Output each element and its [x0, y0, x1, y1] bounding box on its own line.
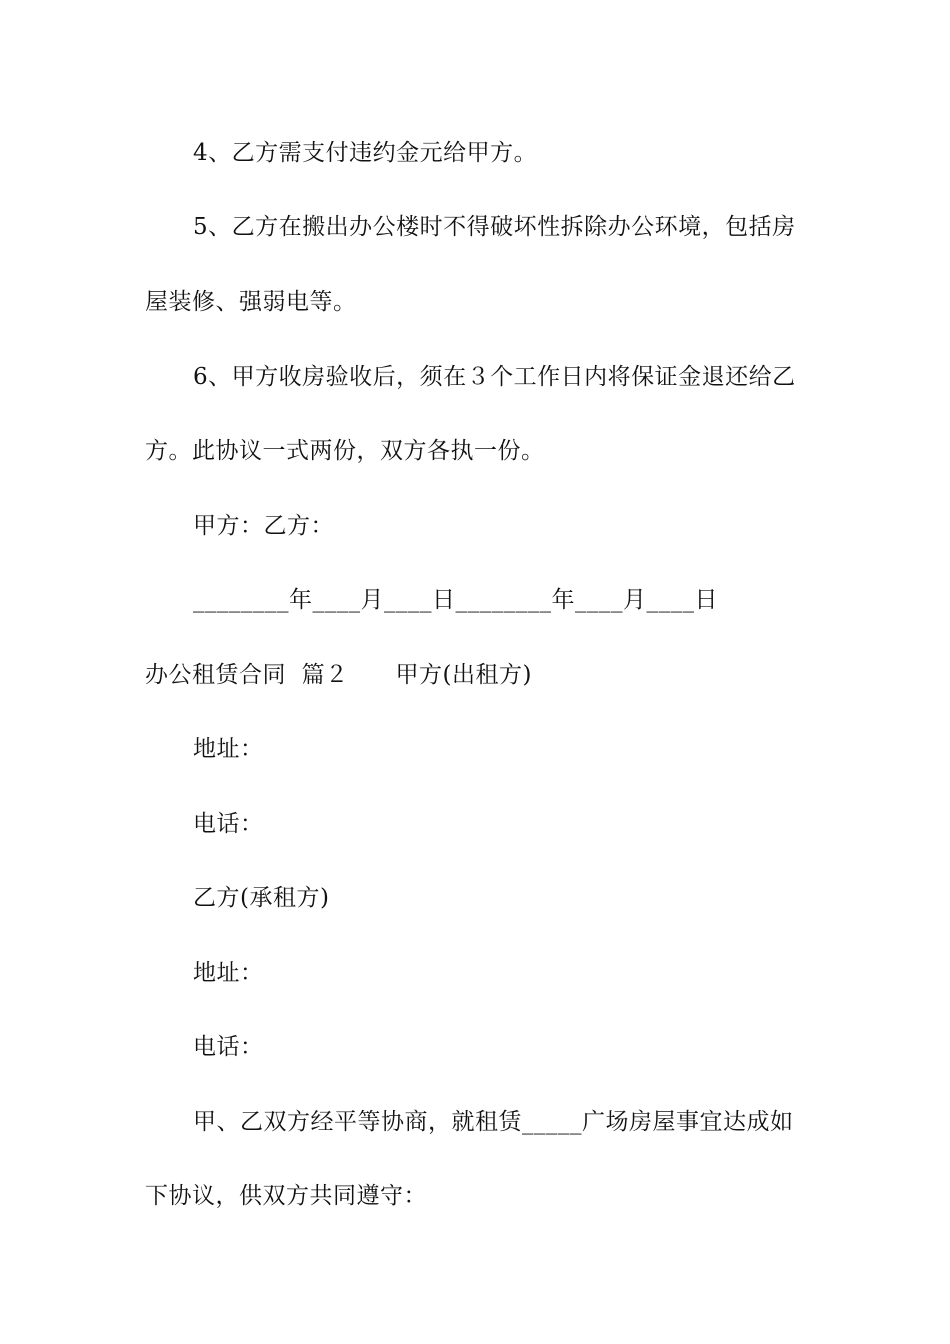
clause-5-line-1: 5、乙方在搬出办公楼时不得破坏性拆除办公环境，包括房	[193, 214, 796, 240]
lessee-address-label: 地址：	[193, 960, 264, 986]
signature-parties: 甲方：乙方：	[193, 513, 334, 539]
clause-5-line-2: 屋装修、强弱电等。	[145, 289, 357, 315]
signature-dates: ________年____月____日________年____月____日	[193, 587, 718, 613]
clause-4: 4、乙方需支付违约金元给甲方。	[193, 140, 538, 166]
agreement-intro-line-2: 下协议，供双方共同遵守：	[145, 1183, 427, 1209]
lessor-address-label: 地址：	[193, 736, 264, 762]
contract-2-heading: 办公租赁合同 篇２ 甲方(出租方)	[145, 662, 532, 688]
clause-6-line-2: 方。此协议一式两份，双方各执一份。	[145, 438, 545, 464]
lessee-phone-label: 电话：	[193, 1034, 264, 1060]
lessee-heading: 乙方(承租方)	[193, 885, 330, 911]
agreement-intro-line-1: 甲、乙双方经平等协商，就租赁_____广场房屋事宜达成如	[193, 1109, 794, 1135]
lessor-phone-label: 电话：	[193, 811, 264, 837]
clause-6-line-1: 6、甲方收房验收后，须在３个工作日内将保证金退还给乙	[193, 364, 796, 390]
